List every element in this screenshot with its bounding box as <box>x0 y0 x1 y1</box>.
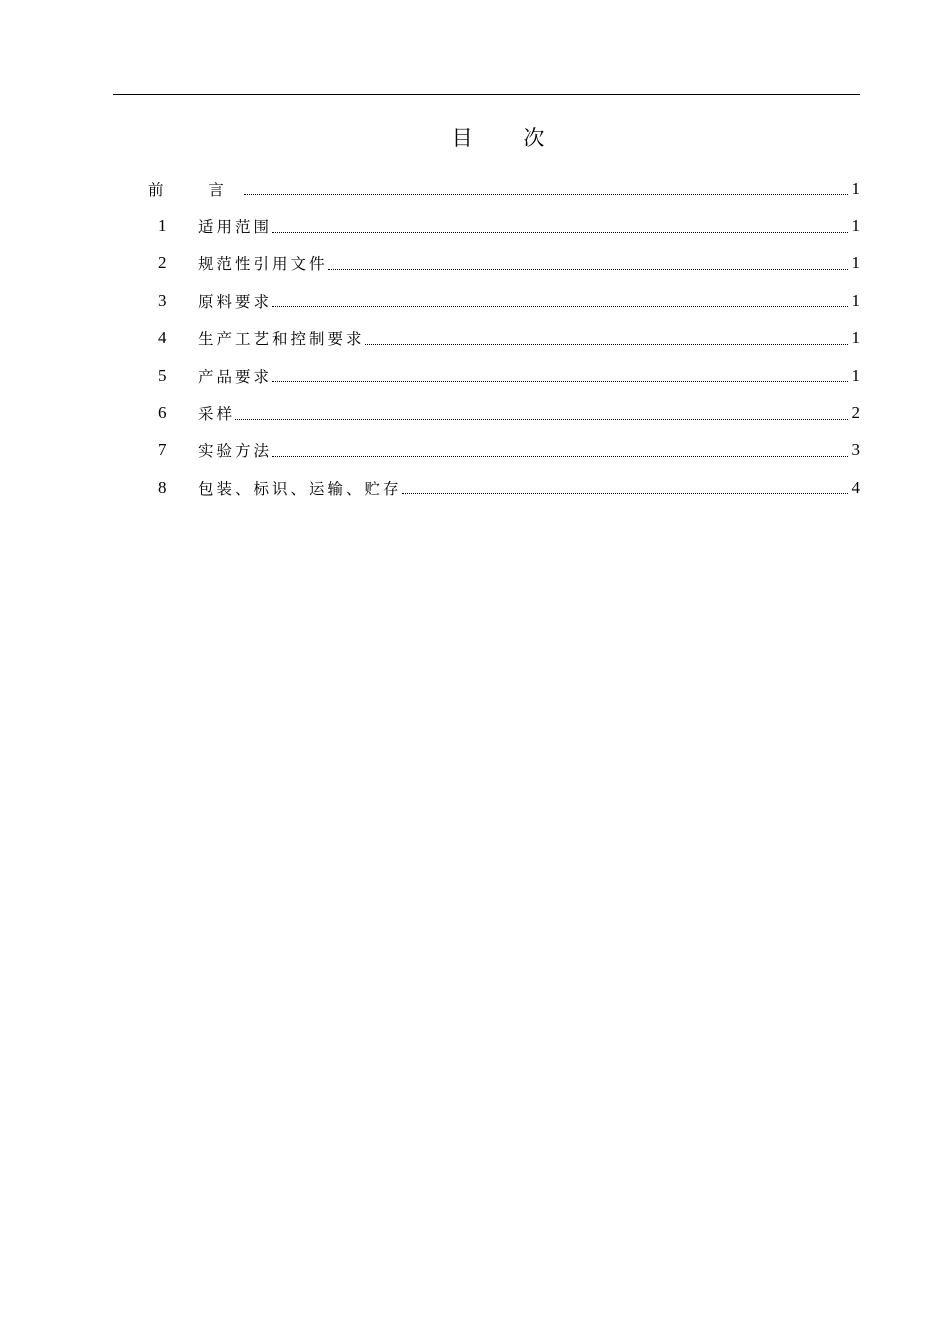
toc-entry-page: 1 <box>851 290 860 310</box>
toc-entry-number: 4 <box>158 328 167 348</box>
toc-entry-page: 3 <box>851 440 860 460</box>
toc-entry-number: 2 <box>158 253 167 273</box>
toc-dot-leader <box>272 456 848 457</box>
toc-entry-page: 2 <box>851 403 860 423</box>
toc-dot-leader <box>235 419 848 420</box>
toc-entry[interactable] <box>148 320 860 357</box>
toc-entry[interactable] <box>148 207 860 244</box>
toc-entry-label: 前 言 <box>148 180 244 199</box>
toc-entry-page: 1 <box>851 365 860 385</box>
toc-entry[interactable] <box>148 432 860 469</box>
toc-entry[interactable] <box>148 469 860 506</box>
toc-dot-leader <box>244 194 848 195</box>
toc-entry-label: 采样 <box>198 405 236 424</box>
toc-entry-label: 生产工艺和控制要求 <box>198 330 365 349</box>
toc-entry[interactable] <box>148 282 860 319</box>
toc-dot-leader <box>365 344 848 345</box>
toc-dot-leader <box>272 306 848 307</box>
toc-entry-page: 1 <box>851 178 860 198</box>
toc-entry-preface[interactable] <box>148 170 860 207</box>
toc-entry-page: 4 <box>851 477 860 497</box>
toc-entry-page: 1 <box>851 216 860 236</box>
header-rule <box>113 94 860 95</box>
toc-dot-leader <box>272 381 848 382</box>
toc-entry-number: 3 <box>158 290 167 310</box>
toc-title: 目 次 <box>451 126 567 150</box>
toc-entry-number: 8 <box>158 477 167 497</box>
toc-entry-label: 规范性引用文件 <box>198 255 328 274</box>
toc-entry-page: 1 <box>851 253 860 273</box>
toc-entry-label: 原料要求 <box>198 292 273 311</box>
toc-entry-number: 6 <box>158 403 167 423</box>
toc-entry-number: 5 <box>158 365 167 385</box>
toc-entry-label: 实验方法 <box>198 442 273 461</box>
toc-dot-leader <box>272 232 848 233</box>
toc-entry-number: 1 <box>158 216 167 236</box>
toc-list <box>148 170 860 507</box>
toc-entry[interactable] <box>148 245 860 282</box>
toc-dot-leader <box>328 269 848 270</box>
toc-entry-number: 7 <box>158 440 167 460</box>
toc-entry[interactable] <box>148 357 860 394</box>
toc-entry[interactable] <box>148 394 860 431</box>
toc-entry-page: 1 <box>851 328 860 348</box>
toc-entry-label: 适用范围 <box>198 218 273 237</box>
toc-dot-leader <box>402 493 848 494</box>
toc-entry-label: 产品要求 <box>198 367 273 386</box>
toc-entry-label: 包装、标识、运输、贮存 <box>198 479 402 498</box>
